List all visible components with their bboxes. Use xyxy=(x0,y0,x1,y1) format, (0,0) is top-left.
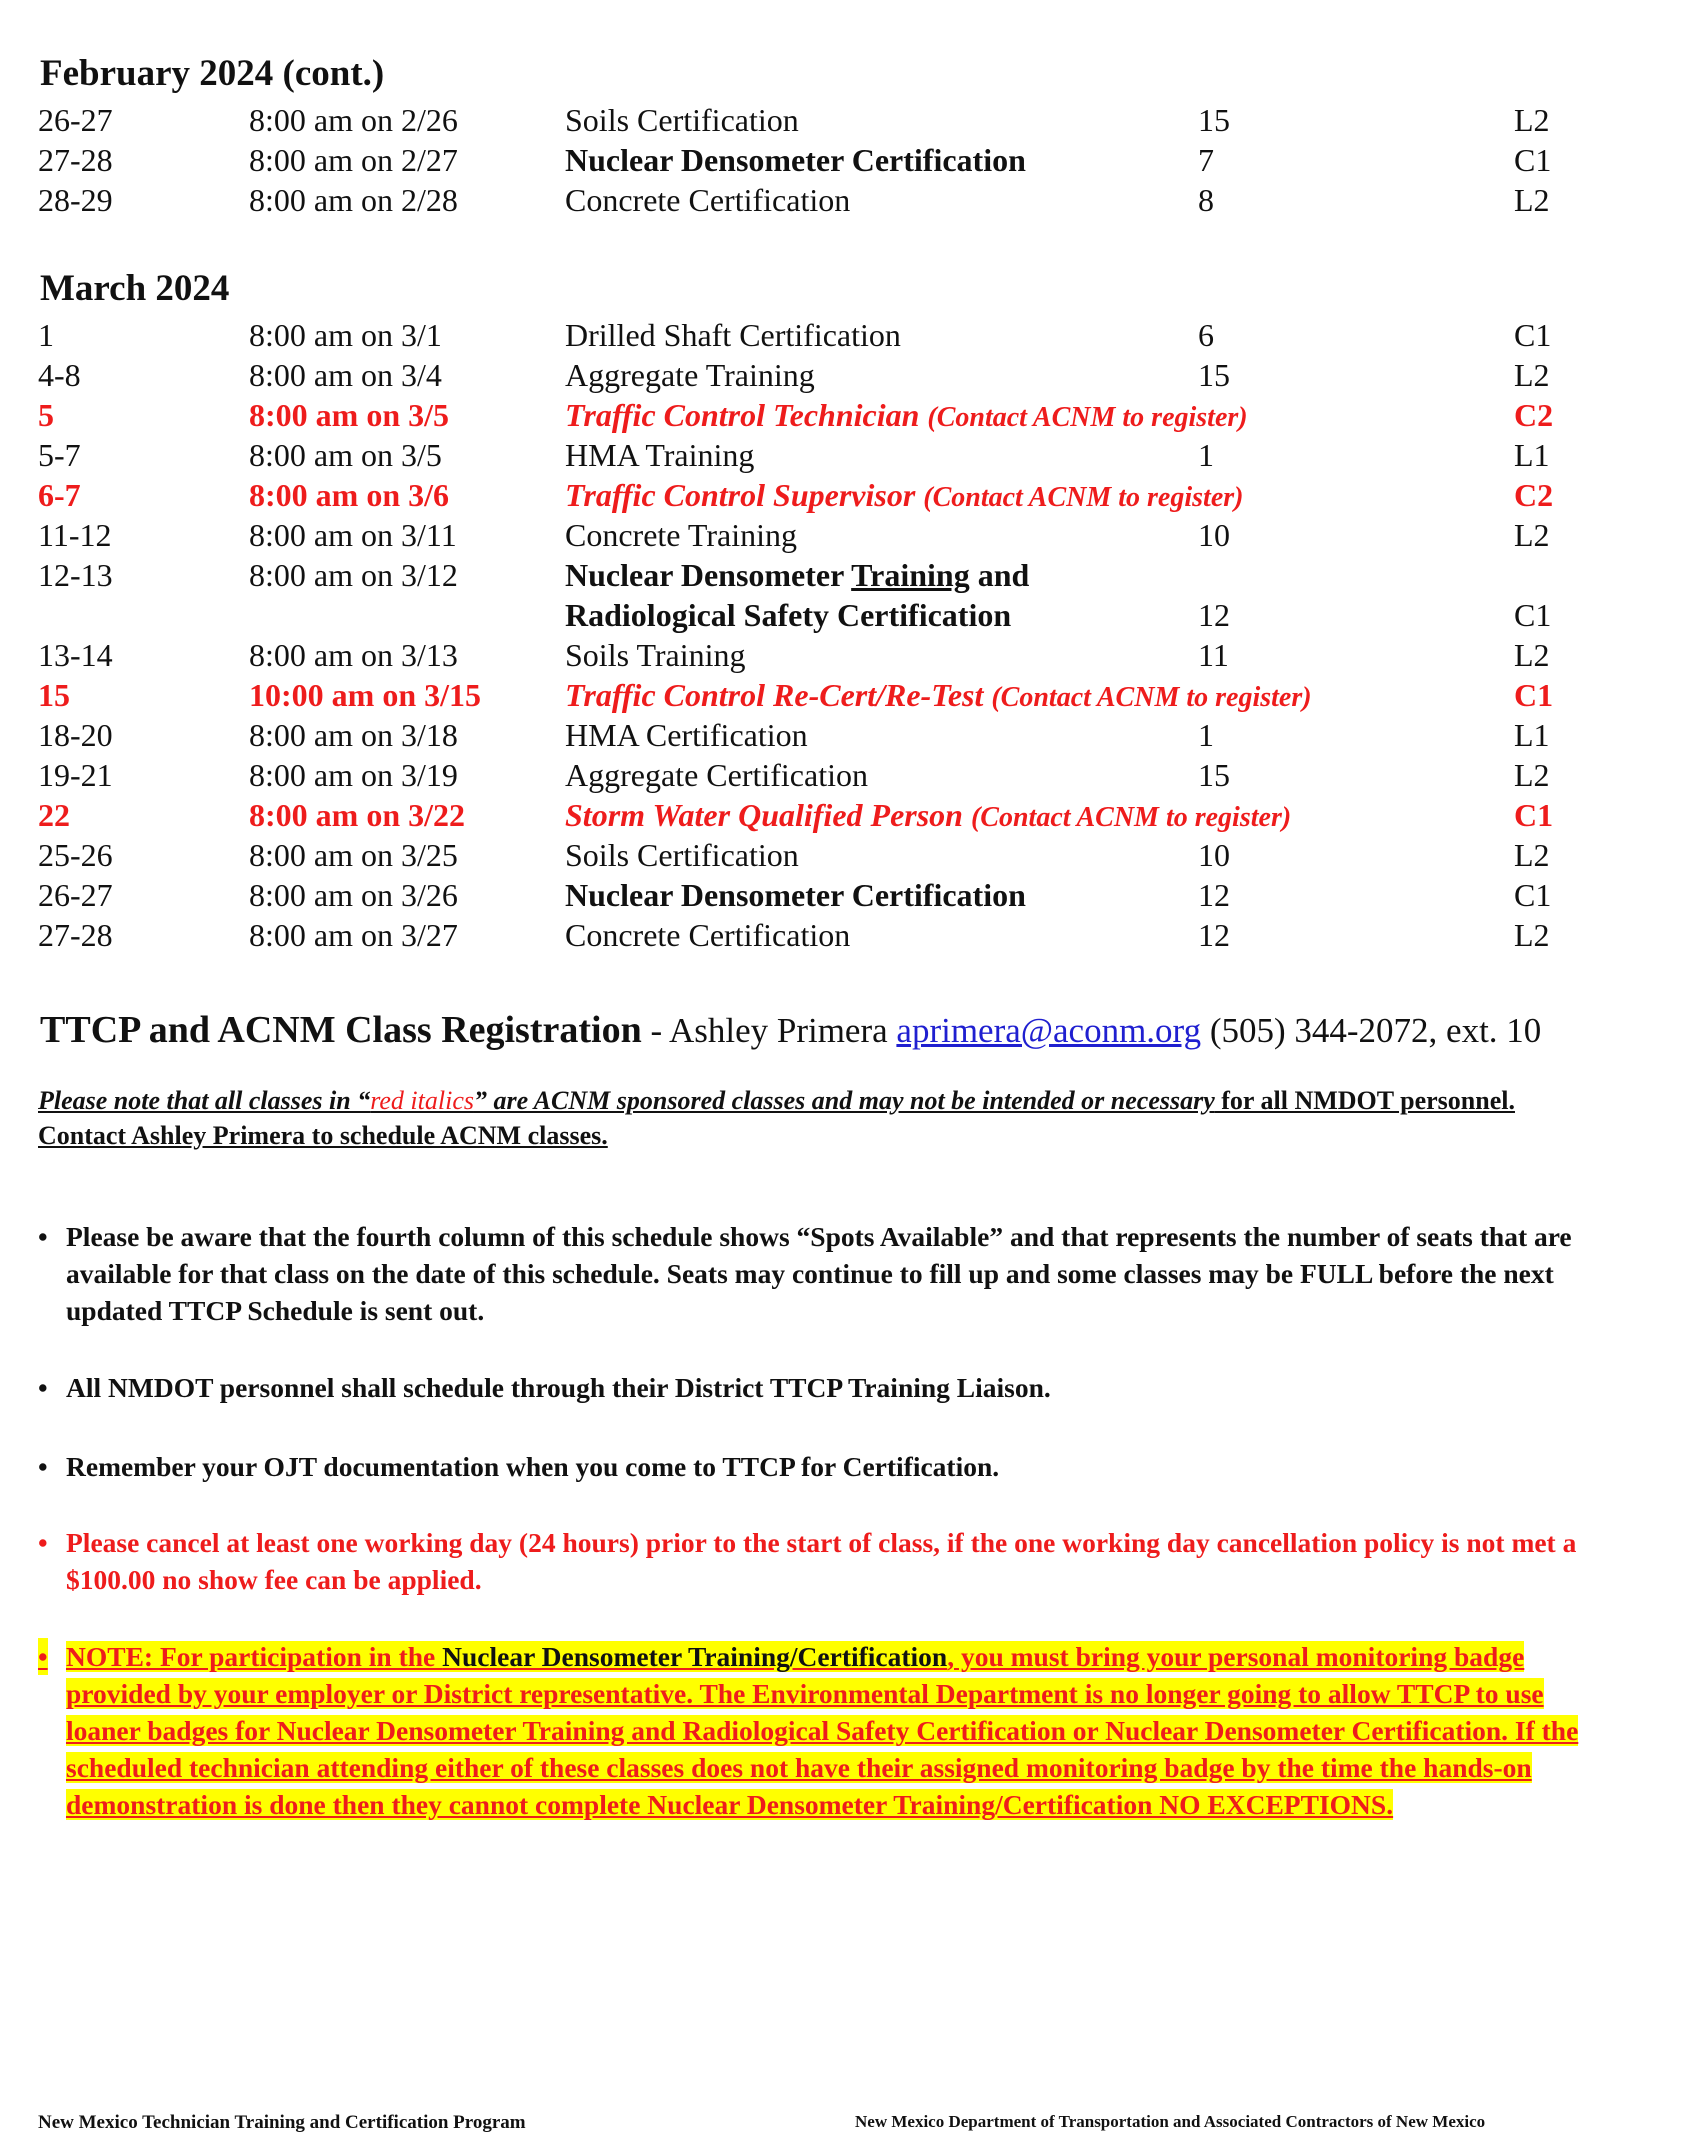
note-text: Please be aware that the fourth column of this schedule shows “Spots Available” and that represents the number of seats that are available for that class on the date of this schedule. Seats may continue to fill up and some classes may be FULL before the next updated TTCP Schedule is sent out. xyxy=(66,1221,1572,1326)
row-class-name: Storm Water Qualified Person xyxy=(565,797,963,833)
row-location: L2 xyxy=(1514,637,1550,673)
row-class-note: (Contact ACNM to register) xyxy=(970,802,1292,833)
schedule-row xyxy=(0,515,1700,555)
row-class: Soils Certification xyxy=(565,102,799,138)
note-part: , you must bring your personal monitoring badge provided by your employer or District representative. The Environmental Department is no longer going to allow TTCP to use loaner badges for Nuclear Densometer Training and Radiological Safety Certification or Nuclear Densometer Certification. If the scheduled technician attending either of these classes does not have their assigned monitoring badge by the time the hands-on demonstration is done then they cannot complete Nuclear Densometer Training/Certification NO EXCEPTIONS. xyxy=(66,1641,1579,1820)
row-class: Nuclear Densometer Certification xyxy=(565,142,1026,178)
schedule-row xyxy=(0,755,1700,795)
acnm-schedule-row xyxy=(0,675,1700,715)
footer-program: New Mexico Technician Training and Certification Program xyxy=(38,2112,526,2133)
schedule-row xyxy=(0,435,1700,475)
note-text xyxy=(66,1641,1578,1820)
row-location: C1 xyxy=(1514,677,1554,713)
row-time: 8:00 am on 3/4 xyxy=(249,357,442,393)
row-spots: 10 xyxy=(1198,837,1230,873)
row-location: L2 xyxy=(1514,837,1550,873)
row-class: Nuclear Densometer Certification xyxy=(565,877,1026,913)
acnm-schedule-row xyxy=(0,395,1700,435)
row-date: 6-7 xyxy=(38,477,81,513)
schedule-row xyxy=(0,835,1700,875)
note-item xyxy=(38,1218,1618,1329)
note-course-name: Nuclear Densometer Training/Certification xyxy=(442,1641,948,1672)
registration-phone: (505) 344-2072, ext. 10 xyxy=(1201,1011,1542,1050)
row-class-note: (Contact ACNM to register) xyxy=(923,482,1244,513)
disclaimer-part: Please note that all classes in “ xyxy=(38,1086,371,1115)
row-time: 8:00 am on 3/11 xyxy=(249,517,457,553)
row-time: 8:00 am on 3/25 xyxy=(249,837,458,873)
row-spots: 11 xyxy=(1198,637,1229,673)
row-class: Concrete Certification xyxy=(565,182,851,218)
row-class: Drilled Shaft Certification xyxy=(565,317,901,353)
row-spots: 15 xyxy=(1198,357,1230,393)
row-location: C2 xyxy=(1514,477,1554,513)
row-location: L1 xyxy=(1514,717,1550,753)
row-location: L2 xyxy=(1514,357,1550,393)
row-class-part: Nuclear Densometer xyxy=(565,557,852,593)
row-time: 8:00 am on 3/27 xyxy=(249,917,458,953)
schedule-row xyxy=(0,875,1700,915)
note-item xyxy=(38,1369,1051,1406)
row-date: 18-20 xyxy=(38,717,113,753)
row-time: 8:00 am on 2/28 xyxy=(249,182,458,218)
row-class: Concrete Training xyxy=(565,517,797,553)
row-class: Aggregate Certification xyxy=(565,757,868,793)
disclaimer-part: ” are ACNM sponsored classes and may not be intended or necessary xyxy=(473,1086,1215,1115)
row-class xyxy=(565,555,1029,595)
row-class-note: (Contact ACNM to register) xyxy=(991,682,1312,713)
row-time: 8:00 am on 3/22 xyxy=(249,797,465,833)
schedule-row xyxy=(0,555,1700,595)
bullet-icon: • xyxy=(38,1527,48,1558)
schedule-row xyxy=(0,100,1700,140)
row-location: C1 xyxy=(1514,317,1552,353)
row-spots: 1 xyxy=(1198,717,1214,753)
bullet-icon: • xyxy=(38,1451,48,1482)
row-class: HMA Training xyxy=(565,437,755,473)
row-location: L1 xyxy=(1514,437,1550,473)
row-date: 19-21 xyxy=(38,757,113,793)
row-time: 8:00 am on 3/12 xyxy=(249,557,458,593)
row-time: 8:00 am on 3/13 xyxy=(249,637,458,673)
row-class-line2: Radiological Safety Certification xyxy=(565,597,1012,633)
schedule-row xyxy=(0,180,1700,220)
row-time: 10:00 am on 3/15 xyxy=(249,677,481,713)
schedule-row xyxy=(0,635,1700,675)
row-location: C1 xyxy=(1514,797,1554,833)
row-date: 25-26 xyxy=(38,837,113,873)
row-date: 22 xyxy=(38,797,70,833)
row-spots: 7 xyxy=(1198,142,1214,178)
row-time: 8:00 am on 3/26 xyxy=(249,877,458,913)
row-class-underlined: Training xyxy=(851,557,970,593)
row-spots: 12 xyxy=(1198,597,1230,633)
registration-email-link[interactable]: aprimera@aconm.org xyxy=(896,1011,1202,1050)
row-location: L2 xyxy=(1514,757,1550,793)
row-class xyxy=(565,395,1248,438)
footer-department: New Mexico Department of Transportation and Associated Contractors of New Mexico xyxy=(855,2112,1486,2131)
schedule-row-continued xyxy=(0,595,1700,635)
row-date: 27-28 xyxy=(38,917,113,953)
disclaimer-part: for all NMDOT personnel. Contact Ashley Primera to schedule ACNM classes. xyxy=(38,1086,1515,1150)
row-location: C1 xyxy=(1514,142,1552,178)
row-class xyxy=(565,475,1243,518)
row-class: Soils Certification xyxy=(565,837,799,873)
row-date: 12-13 xyxy=(38,557,113,593)
row-date: 26-27 xyxy=(38,102,113,138)
row-class: Aggregate Training xyxy=(565,357,815,393)
row-class-name: Traffic Control Technician xyxy=(565,397,920,433)
cancellation-note xyxy=(38,1524,1618,1598)
acnm-disclaimer xyxy=(38,1083,1598,1153)
schedule-row xyxy=(0,715,1700,755)
row-location: L2 xyxy=(1514,917,1550,953)
bullet-icon: • xyxy=(38,1372,48,1403)
badge-warning-note xyxy=(38,1638,1618,1823)
row-class: Soils Training xyxy=(565,637,746,673)
note-text: Please cancel at least one working day (24 hours) prior to the start of class, if the one working day cancellation policy is not met a $100.00 no show fee can be applied. xyxy=(66,1527,1577,1595)
row-class-note: (Contact ACNM to register) xyxy=(927,402,1248,433)
registration-title: TTCP and ACNM Class Registration xyxy=(40,1009,642,1051)
row-time: 8:00 am on 3/1 xyxy=(249,317,442,353)
schedule-row xyxy=(0,140,1700,180)
row-location: L2 xyxy=(1514,182,1550,218)
acnm-schedule-row xyxy=(0,475,1700,515)
row-spots: 12 xyxy=(1198,917,1230,953)
acnm-schedule-row xyxy=(0,795,1700,835)
row-spots: 15 xyxy=(1198,757,1230,793)
row-location: C1 xyxy=(1514,877,1552,913)
row-class xyxy=(565,675,1312,718)
row-time: 8:00 am on 3/5 xyxy=(249,397,449,433)
note-text: Remember your OJT documentation when you come to TTCP for Certification. xyxy=(66,1451,1000,1482)
row-time: 8:00 am on 2/26 xyxy=(249,102,458,138)
row-date: 5-7 xyxy=(38,437,81,473)
row-time: 8:00 am on 3/6 xyxy=(249,477,449,513)
row-date: 11-12 xyxy=(38,517,112,553)
march-heading: March 2024 xyxy=(40,268,230,309)
schedule-row xyxy=(0,355,1700,395)
row-date: 26-27 xyxy=(38,877,113,913)
row-date: 27-28 xyxy=(38,142,113,178)
bullet-icon: • xyxy=(38,1221,48,1252)
row-class-name: Traffic Control Re-Cert/Re-Test xyxy=(565,677,984,713)
row-date: 4-8 xyxy=(38,357,81,393)
row-time: 8:00 am on 3/5 xyxy=(249,437,442,473)
row-class xyxy=(565,795,1291,838)
row-location: C2 xyxy=(1514,397,1554,433)
row-class-name: Traffic Control Supervisor xyxy=(565,477,916,513)
schedule-row xyxy=(0,915,1700,955)
row-class: Concrete Certification xyxy=(565,917,851,953)
row-spots: 6 xyxy=(1198,317,1214,353)
row-time: 8:00 am on 3/19 xyxy=(249,757,458,793)
row-date: 1 xyxy=(38,317,54,353)
schedule-row xyxy=(0,315,1700,355)
registration-contact: - Ashley Primera xyxy=(641,1011,897,1050)
row-date: 13-14 xyxy=(38,637,113,673)
row-date: 5 xyxy=(38,397,54,433)
row-spots: 8 xyxy=(1198,182,1214,218)
row-location: L2 xyxy=(1514,102,1550,138)
row-class-part: and xyxy=(969,557,1030,593)
note-part: NOTE: For participation in the xyxy=(66,1641,443,1672)
note-text: All NMDOT personnel shall schedule through their District TTCP Training Liaison. xyxy=(66,1372,1051,1403)
row-date: 15 xyxy=(38,677,70,713)
disclaimer-red-italics: red italics xyxy=(370,1086,474,1115)
registration-line xyxy=(40,1005,1541,1056)
row-spots: 12 xyxy=(1198,877,1230,913)
row-class: HMA Certification xyxy=(565,717,808,753)
row-location: C1 xyxy=(1514,597,1552,633)
bullet-icon: • xyxy=(38,1638,48,1675)
row-time: 8:00 am on 3/18 xyxy=(249,717,458,753)
row-spots: 10 xyxy=(1198,517,1230,553)
row-time: 8:00 am on 2/27 xyxy=(249,142,458,178)
note-item xyxy=(38,1448,999,1485)
row-date: 28-29 xyxy=(38,182,113,218)
february-heading: February 2024 (cont.) xyxy=(40,53,385,94)
row-location: L2 xyxy=(1514,517,1550,553)
row-spots: 1 xyxy=(1198,437,1214,473)
row-spots: 15 xyxy=(1198,102,1230,138)
